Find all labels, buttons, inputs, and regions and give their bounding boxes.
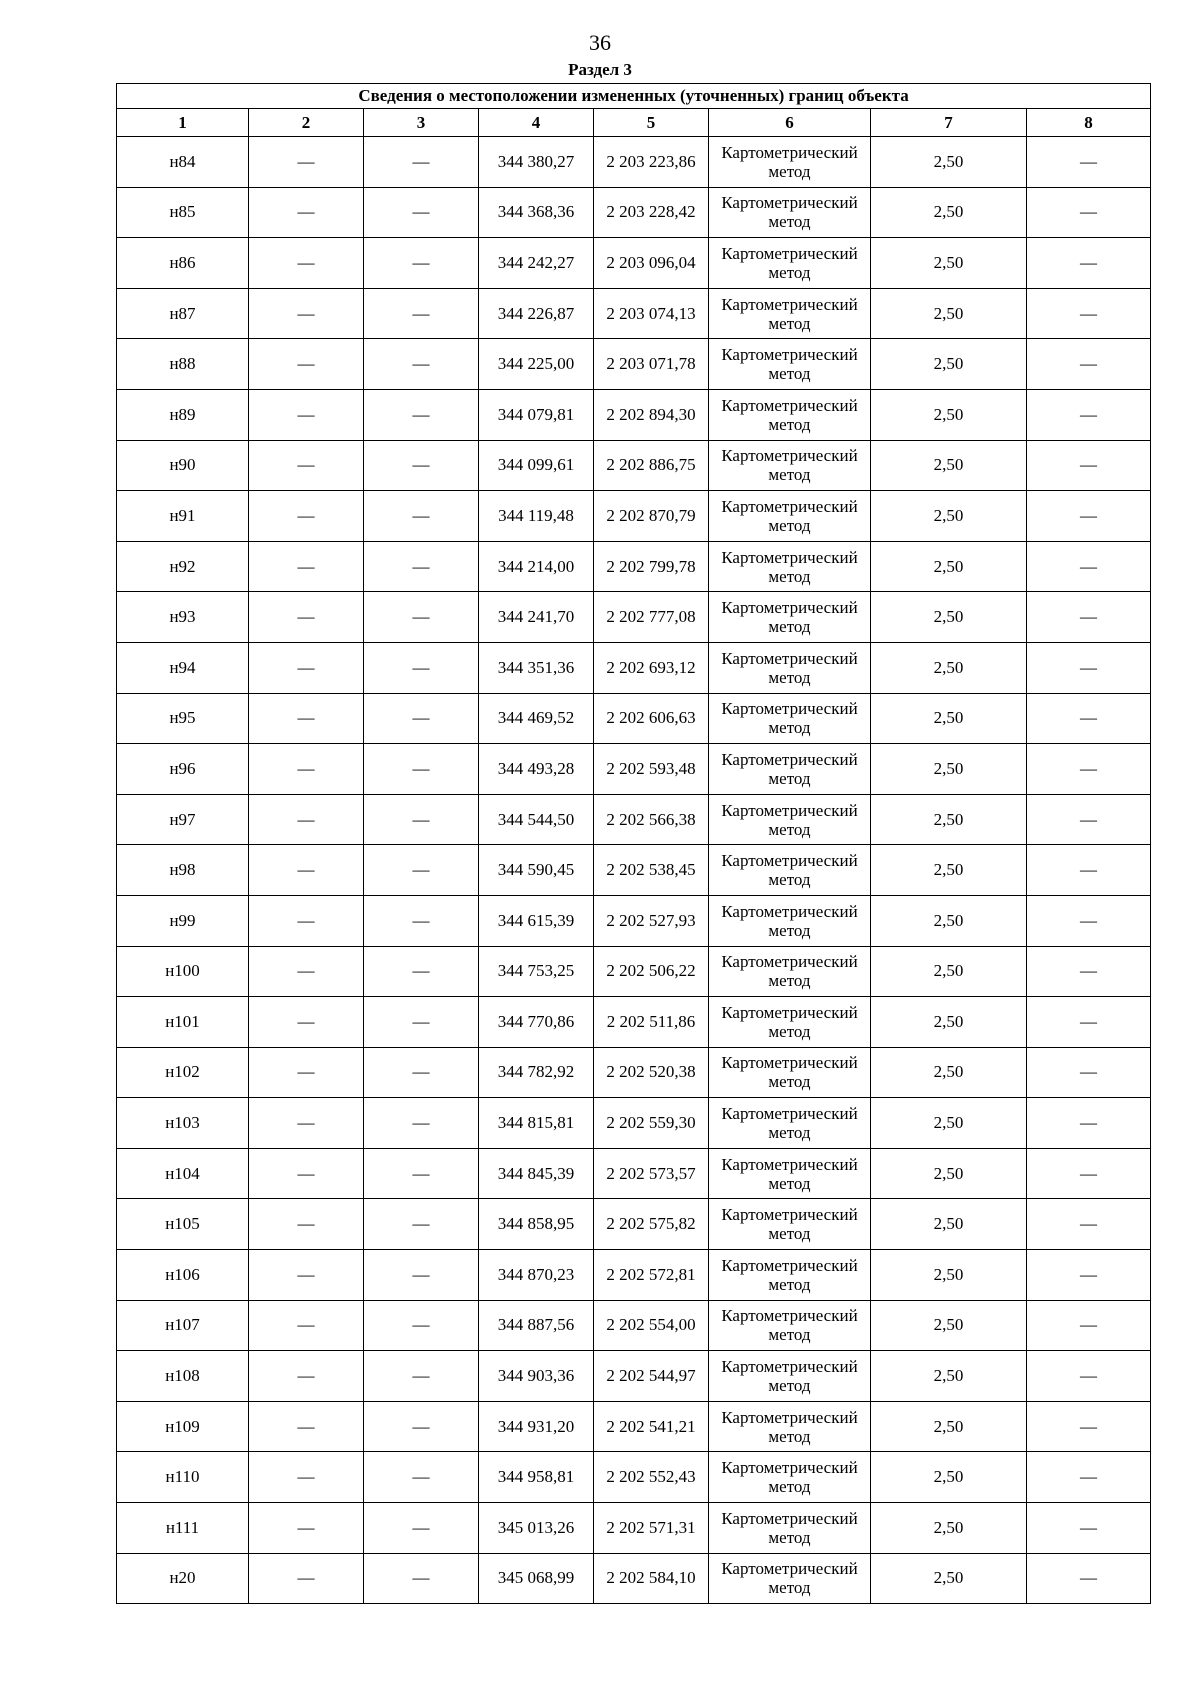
method-cell: Картометрический метод (709, 946, 871, 997)
column-header: 7 (871, 109, 1027, 137)
method-cell: Картометрический метод (709, 997, 871, 1048)
coordinate-y-cell: 2 202 554,00 (594, 1300, 709, 1351)
empty-dash-cell: — (1027, 440, 1151, 491)
point-number-cell: н85 (117, 187, 249, 238)
empty-dash-cell: — (1027, 642, 1151, 693)
empty-dash-cell: — (249, 1553, 364, 1604)
coordinate-x-cell: 345 068,99 (479, 1553, 594, 1604)
empty-dash-cell: — (1027, 1300, 1151, 1351)
empty-dash-cell: — (249, 744, 364, 795)
point-number-cell: н97 (117, 794, 249, 845)
accuracy-cell: 2,50 (871, 1452, 1027, 1503)
column-header: 3 (364, 109, 479, 137)
coordinate-x-cell: 344 845,39 (479, 1148, 594, 1199)
method-cell: Картометрический метод (709, 1452, 871, 1503)
coordinate-x-cell: 344 615,39 (479, 895, 594, 946)
method-cell: Картометрический метод (709, 440, 871, 491)
empty-dash-cell: — (364, 440, 479, 491)
point-number-cell: н90 (117, 440, 249, 491)
empty-dash-cell: — (249, 389, 364, 440)
empty-dash-cell: — (1027, 1250, 1151, 1301)
empty-dash-cell: — (364, 137, 479, 188)
point-number-cell: н109 (117, 1401, 249, 1452)
accuracy-cell: 2,50 (871, 491, 1027, 542)
empty-dash-cell: — (364, 1148, 479, 1199)
accuracy-cell: 2,50 (871, 1047, 1027, 1098)
coordinate-x-cell: 344 380,27 (479, 137, 594, 188)
method-cell: Картометрический метод (709, 845, 871, 896)
coordinate-x-cell: 344 815,81 (479, 1098, 594, 1149)
empty-dash-cell: — (249, 541, 364, 592)
coordinate-y-cell: 2 202 870,79 (594, 491, 709, 542)
empty-dash-cell: — (1027, 137, 1151, 188)
point-number-cell: н104 (117, 1148, 249, 1199)
coordinate-x-cell: 344 753,25 (479, 946, 594, 997)
table-row (117, 339, 1151, 390)
table-row (117, 1401, 1151, 1452)
method-cell: Картометрический метод (709, 541, 871, 592)
empty-dash-cell: — (249, 946, 364, 997)
empty-dash-cell: — (1027, 794, 1151, 845)
point-number-cell: н94 (117, 642, 249, 693)
point-number-cell: н111 (117, 1503, 249, 1554)
coordinate-y-cell: 2 202 506,22 (594, 946, 709, 997)
empty-dash-cell: — (249, 1452, 364, 1503)
coordinate-x-cell: 345 013,26 (479, 1503, 594, 1554)
point-number-cell: н100 (117, 946, 249, 997)
empty-dash-cell: — (249, 1098, 364, 1149)
coordinate-x-cell: 344 958,81 (479, 1452, 594, 1503)
coordinate-y-cell: 2 203 096,04 (594, 238, 709, 289)
coordinate-x-cell: 344 493,28 (479, 744, 594, 795)
empty-dash-cell: — (364, 744, 479, 795)
coordinate-y-cell: 2 202 777,08 (594, 592, 709, 643)
empty-dash-cell: — (364, 1503, 479, 1554)
coordinate-x-cell: 344 887,56 (479, 1300, 594, 1351)
empty-dash-cell: — (1027, 1047, 1151, 1098)
method-cell: Картометрический метод (709, 642, 871, 693)
empty-dash-cell: — (364, 1047, 479, 1098)
accuracy-cell: 2,50 (871, 440, 1027, 491)
point-number-cell: н91 (117, 491, 249, 542)
accuracy-cell: 2,50 (871, 794, 1027, 845)
coordinate-y-cell: 2 202 511,86 (594, 997, 709, 1048)
table-caption: Сведения о местоположении измененных (уточненных) границ объекта (117, 84, 1151, 109)
table-row (117, 845, 1151, 896)
coordinate-y-cell: 2 202 593,48 (594, 744, 709, 795)
accuracy-cell: 2,50 (871, 1553, 1027, 1604)
accuracy-cell: 2,50 (871, 1300, 1027, 1351)
empty-dash-cell: — (1027, 1452, 1151, 1503)
coordinate-y-cell: 2 202 571,31 (594, 1503, 709, 1554)
empty-dash-cell: — (364, 642, 479, 693)
empty-dash-cell: — (249, 1047, 364, 1098)
coordinate-y-cell: 2 202 538,45 (594, 845, 709, 896)
coordinate-x-cell: 344 770,86 (479, 997, 594, 1048)
empty-dash-cell: — (249, 339, 364, 390)
coordinate-y-cell: 2 202 544,97 (594, 1351, 709, 1402)
point-number-cell: н20 (117, 1553, 249, 1604)
coordinate-y-cell: 2 202 606,63 (594, 693, 709, 744)
method-cell: Картометрический метод (709, 1098, 871, 1149)
accuracy-cell: 2,50 (871, 946, 1027, 997)
method-cell: Картометрический метод (709, 592, 871, 643)
accuracy-cell: 2,50 (871, 1351, 1027, 1402)
coordinate-x-cell: 344 469,52 (479, 693, 594, 744)
coordinate-y-cell: 2 202 693,12 (594, 642, 709, 693)
accuracy-cell: 2,50 (871, 1199, 1027, 1250)
table-row (117, 1452, 1151, 1503)
point-number-cell: н93 (117, 592, 249, 643)
empty-dash-cell: — (1027, 997, 1151, 1048)
empty-dash-cell: — (249, 491, 364, 542)
empty-dash-cell: — (249, 1199, 364, 1250)
empty-dash-cell: — (249, 642, 364, 693)
empty-dash-cell: — (364, 238, 479, 289)
coordinate-x-cell: 344 590,45 (479, 845, 594, 896)
coordinate-y-cell: 2 202 520,38 (594, 1047, 709, 1098)
point-number-cell: н98 (117, 845, 249, 896)
column-header: 5 (594, 109, 709, 137)
coordinate-x-cell: 344 858,95 (479, 1199, 594, 1250)
point-number-cell: н96 (117, 744, 249, 795)
coordinate-x-cell: 344 214,00 (479, 541, 594, 592)
accuracy-cell: 2,50 (871, 1148, 1027, 1199)
coordinate-y-cell: 2 202 886,75 (594, 440, 709, 491)
method-cell: Картометрический метод (709, 187, 871, 238)
empty-dash-cell: — (249, 1401, 364, 1452)
table-row (117, 288, 1151, 339)
accuracy-cell: 2,50 (871, 1401, 1027, 1452)
empty-dash-cell: — (249, 997, 364, 1048)
coordinate-y-cell: 2 202 799,78 (594, 541, 709, 592)
empty-dash-cell: — (364, 288, 479, 339)
method-cell: Картометрический метод (709, 895, 871, 946)
coordinate-x-cell: 344 119,48 (479, 491, 594, 542)
empty-dash-cell: — (1027, 1351, 1151, 1402)
method-cell: Картометрический метод (709, 1401, 871, 1452)
empty-dash-cell: — (249, 845, 364, 896)
empty-dash-cell: — (364, 592, 479, 643)
point-number-cell: н102 (117, 1047, 249, 1098)
point-number-cell: н87 (117, 288, 249, 339)
table-row (117, 1098, 1151, 1149)
point-number-cell: н92 (117, 541, 249, 592)
empty-dash-cell: — (364, 1250, 479, 1301)
accuracy-cell: 2,50 (871, 1098, 1027, 1149)
method-cell: Картометрический метод (709, 1047, 871, 1098)
accuracy-cell: 2,50 (871, 288, 1027, 339)
accuracy-cell: 2,50 (871, 389, 1027, 440)
empty-dash-cell: — (364, 1098, 479, 1149)
accuracy-cell: 2,50 (871, 187, 1027, 238)
table-row (117, 1047, 1151, 1098)
table-row (117, 1300, 1151, 1351)
empty-dash-cell: — (249, 440, 364, 491)
accuracy-cell: 2,50 (871, 744, 1027, 795)
empty-dash-cell: — (364, 187, 479, 238)
table-row (117, 642, 1151, 693)
page-number: 36 (589, 30, 611, 55)
empty-dash-cell: — (249, 288, 364, 339)
point-number-cell: н84 (117, 137, 249, 188)
method-cell: Картометрический метод (709, 1148, 871, 1199)
coordinate-y-cell: 2 202 575,82 (594, 1199, 709, 1250)
empty-dash-cell: — (1027, 541, 1151, 592)
coordinate-x-cell: 344 782,92 (479, 1047, 594, 1098)
coordinate-x-cell: 344 870,23 (479, 1250, 594, 1301)
empty-dash-cell: — (1027, 491, 1151, 542)
table-row (117, 1503, 1151, 1554)
empty-dash-cell: — (364, 1401, 479, 1452)
accuracy-cell: 2,50 (871, 1250, 1027, 1301)
accuracy-cell: 2,50 (871, 339, 1027, 390)
column-header: 8 (1027, 109, 1151, 137)
table-row (117, 693, 1151, 744)
table-row (117, 440, 1151, 491)
column-header: 2 (249, 109, 364, 137)
accuracy-cell: 2,50 (871, 895, 1027, 946)
empty-dash-cell: — (364, 1351, 479, 1402)
empty-dash-cell: — (1027, 895, 1151, 946)
empty-dash-cell: — (249, 1351, 364, 1402)
table-body (117, 137, 1151, 1604)
coordinate-x-cell: 344 931,20 (479, 1401, 594, 1452)
column-header: 6 (709, 109, 871, 137)
accuracy-cell: 2,50 (871, 238, 1027, 289)
table-row (117, 1351, 1151, 1402)
point-number-cell: н106 (117, 1250, 249, 1301)
accuracy-cell: 2,50 (871, 592, 1027, 643)
empty-dash-cell: — (364, 491, 479, 542)
coordinate-x-cell: 344 226,87 (479, 288, 594, 339)
table-row (117, 794, 1151, 845)
empty-dash-cell: — (1027, 845, 1151, 896)
empty-dash-cell: — (364, 1553, 479, 1604)
coordinate-y-cell: 2 202 552,43 (594, 1452, 709, 1503)
coordinate-y-cell: 2 202 573,57 (594, 1148, 709, 1199)
point-number-cell: н110 (117, 1452, 249, 1503)
empty-dash-cell: — (364, 895, 479, 946)
empty-dash-cell: — (1027, 288, 1151, 339)
empty-dash-cell: — (249, 1300, 364, 1351)
empty-dash-cell: — (1027, 389, 1151, 440)
method-cell: Картометрический метод (709, 339, 871, 390)
point-number-cell: н86 (117, 238, 249, 289)
table-row (117, 1250, 1151, 1301)
accuracy-cell: 2,50 (871, 997, 1027, 1048)
coordinate-x-cell: 344 242,27 (479, 238, 594, 289)
method-cell: Картометрический метод (709, 794, 871, 845)
coordinate-x-cell: 344 079,81 (479, 389, 594, 440)
method-cell: Картометрический метод (709, 491, 871, 542)
empty-dash-cell: — (249, 1148, 364, 1199)
empty-dash-cell: — (249, 1250, 364, 1301)
point-number-cell: н101 (117, 997, 249, 1048)
table-row (117, 592, 1151, 643)
empty-dash-cell: — (249, 1503, 364, 1554)
point-number-cell: н108 (117, 1351, 249, 1402)
point-number-cell: н89 (117, 389, 249, 440)
empty-dash-cell: — (364, 339, 479, 390)
accuracy-cell: 2,50 (871, 642, 1027, 693)
empty-dash-cell: — (364, 541, 479, 592)
empty-dash-cell: — (364, 1452, 479, 1503)
point-number-cell: н105 (117, 1199, 249, 1250)
coordinate-y-cell: 2 203 223,86 (594, 137, 709, 188)
point-number-cell: н99 (117, 895, 249, 946)
empty-dash-cell: — (249, 187, 364, 238)
method-cell: Картометрический метод (709, 137, 871, 188)
column-header: 4 (479, 109, 594, 137)
empty-dash-cell: — (1027, 1199, 1151, 1250)
table-row (117, 895, 1151, 946)
empty-dash-cell: — (1027, 946, 1151, 997)
coordinate-y-cell: 2 203 074,13 (594, 288, 709, 339)
method-cell: Картометрический метод (709, 1351, 871, 1402)
coordinate-x-cell: 344 241,70 (479, 592, 594, 643)
accuracy-cell: 2,50 (871, 693, 1027, 744)
point-number-cell: н88 (117, 339, 249, 390)
method-cell: Картометрический метод (709, 693, 871, 744)
empty-dash-cell: — (1027, 238, 1151, 289)
empty-dash-cell: — (249, 238, 364, 289)
table-row (117, 137, 1151, 188)
coordinate-x-cell: 344 099,61 (479, 440, 594, 491)
coordinate-y-cell: 2 202 541,21 (594, 1401, 709, 1452)
empty-dash-cell: — (249, 895, 364, 946)
table-row (117, 1553, 1151, 1604)
empty-dash-cell: — (249, 592, 364, 643)
coordinate-y-cell: 2 203 071,78 (594, 339, 709, 390)
point-number-cell: н103 (117, 1098, 249, 1149)
coordinate-x-cell: 344 903,36 (479, 1351, 594, 1402)
empty-dash-cell: — (1027, 187, 1151, 238)
table-row (117, 997, 1151, 1048)
table-row (117, 1199, 1151, 1250)
empty-dash-cell: — (1027, 1401, 1151, 1452)
empty-dash-cell: — (1027, 592, 1151, 643)
method-cell: Картометрический метод (709, 1503, 871, 1554)
empty-dash-cell: — (1027, 693, 1151, 744)
empty-dash-cell: — (364, 794, 479, 845)
coordinate-y-cell: 2 202 572,81 (594, 1250, 709, 1301)
method-cell: Картометрический метод (709, 1199, 871, 1250)
boundaries-table (116, 83, 1151, 1604)
method-cell: Картометрический метод (709, 744, 871, 795)
method-cell: Картометрический метод (709, 1300, 871, 1351)
empty-dash-cell: — (364, 693, 479, 744)
empty-dash-cell: — (1027, 1503, 1151, 1554)
point-number-cell: н95 (117, 693, 249, 744)
table-row (117, 744, 1151, 795)
empty-dash-cell: — (1027, 1553, 1151, 1604)
method-cell: Картометрический метод (709, 238, 871, 289)
empty-dash-cell: — (364, 1300, 479, 1351)
method-cell: Картометрический метод (709, 1553, 871, 1604)
accuracy-cell: 2,50 (871, 137, 1027, 188)
method-cell: Картометрический метод (709, 1250, 871, 1301)
point-number-cell: н107 (117, 1300, 249, 1351)
coordinate-y-cell: 2 202 559,30 (594, 1098, 709, 1149)
coordinate-y-cell: 2 203 228,42 (594, 187, 709, 238)
empty-dash-cell: — (364, 845, 479, 896)
empty-dash-cell: — (364, 946, 479, 997)
empty-dash-cell: — (249, 794, 364, 845)
method-cell: Картометрический метод (709, 288, 871, 339)
accuracy-cell: 2,50 (871, 1503, 1027, 1554)
coordinate-x-cell: 344 351,36 (479, 642, 594, 693)
table-row (117, 187, 1151, 238)
section-title: Раздел 3 (568, 60, 632, 79)
empty-dash-cell: — (1027, 1098, 1151, 1149)
coordinate-x-cell: 344 544,50 (479, 794, 594, 845)
table-row (117, 1148, 1151, 1199)
coordinate-x-cell: 344 225,00 (479, 339, 594, 390)
method-cell: Картометрический метод (709, 389, 871, 440)
empty-dash-cell: — (364, 997, 479, 1048)
table-row (117, 946, 1151, 997)
empty-dash-cell: — (364, 1199, 479, 1250)
coordinate-y-cell: 2 202 584,10 (594, 1553, 709, 1604)
empty-dash-cell: — (249, 137, 364, 188)
empty-dash-cell: — (249, 693, 364, 744)
coordinate-y-cell: 2 202 527,93 (594, 895, 709, 946)
empty-dash-cell: — (1027, 744, 1151, 795)
empty-dash-cell: — (1027, 339, 1151, 390)
accuracy-cell: 2,50 (871, 845, 1027, 896)
table-row (117, 491, 1151, 542)
column-header: 1 (117, 109, 249, 137)
coordinate-y-cell: 2 202 894,30 (594, 389, 709, 440)
table-row (117, 541, 1151, 592)
coordinate-x-cell: 344 368,36 (479, 187, 594, 238)
empty-dash-cell: — (1027, 1148, 1151, 1199)
coordinate-y-cell: 2 202 566,38 (594, 794, 709, 845)
accuracy-cell: 2,50 (871, 541, 1027, 592)
table-row (117, 238, 1151, 289)
empty-dash-cell: — (364, 389, 479, 440)
table-row (117, 389, 1151, 440)
